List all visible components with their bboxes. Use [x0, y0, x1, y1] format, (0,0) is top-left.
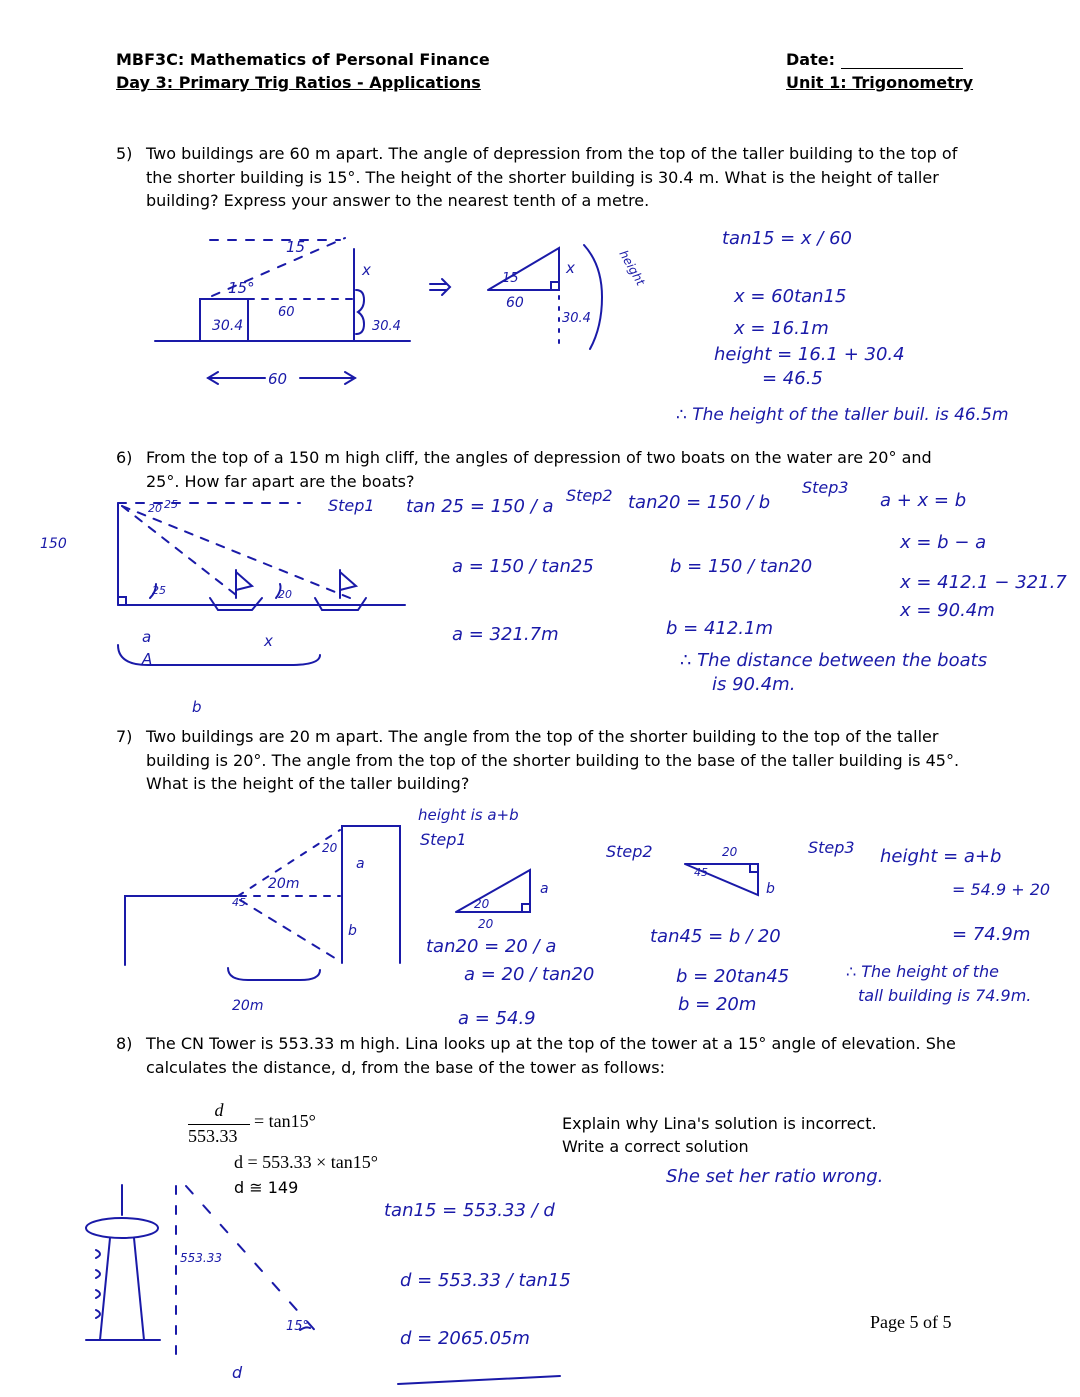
q7-step2-tri-angle: 45 — [694, 866, 708, 879]
q6-step2-line-2: b = 150 / tan20 — [670, 556, 813, 577]
q7-step2-line-1: tan45 = b / 20 — [650, 926, 781, 947]
q7-step1-line-1: tan20 = 20 / a — [426, 936, 557, 957]
q7-step1-tri-base: 20 — [478, 917, 494, 931]
q8-distance-label: d — [232, 1363, 243, 1382]
q7-angle-20: 20 — [322, 841, 338, 855]
q6-cliff-height: 150 — [40, 536, 67, 552]
q8-tower-height-label: 553.33 — [180, 1251, 222, 1265]
question-text: From the top of a 150 m high cliff, the angles of depression of two boats on the water are 20° and 25°. How far apart are the boats? — [146, 448, 932, 491]
q6-step1-label: Step1 — [328, 496, 375, 515]
q5-conclusion: ∴ The height of the taller buil. is 46.5m — [676, 405, 1009, 425]
q7-step2-line-3: b = 20m — [678, 994, 757, 1015]
q8-given-line-3: d ≅ 149 — [234, 1178, 299, 1197]
q7-note: height is a+b — [418, 806, 519, 824]
q6-step1-line-3: a = 321.7m — [452, 624, 559, 645]
q5-tri-height: 30.4 — [562, 311, 591, 326]
q5-work-line-5: = 46.5 — [762, 368, 823, 389]
q6-boat-angle-20: 20 — [278, 588, 292, 601]
question-number: 6) — [116, 448, 133, 467]
q8-explanation: She set her ratio wrong. — [666, 1166, 884, 1187]
q5-angle-short: 15° — [228, 279, 255, 297]
q6-step3-line-1: a + x = b — [880, 490, 967, 511]
q7-conclusion-line-1: ∴ The height of the — [846, 962, 999, 981]
question-text: The CN Tower is 553.33 m high. Lina looks up at the top of the tower at a 15° angle of elevation. She calculates the distance, d, from the base of the tower as follows: — [146, 1034, 956, 1077]
q7-distance-bottom: 20m — [232, 998, 264, 1014]
q5-work-line-3: x = 16.1m — [734, 318, 829, 339]
q5-tri-x: x — [566, 259, 575, 277]
q8-angle-label: 15° — [286, 1319, 310, 1334]
lesson-title: Day 3: Primary Trig Ratios - Applications — [116, 73, 481, 92]
q6-step1-line-2: a = 150 / tan25 — [452, 556, 594, 577]
question-text: Two buildings are 20 m apart. The angle from the top of the shorter building to the top of the taller building is 20°. The angle from the top of the shorter building to the base of the taller building is 45°. What is the height of the taller building? — [146, 727, 960, 793]
question-number: 7) — [116, 727, 133, 746]
q6-boat-angle-25: 25 — [152, 584, 166, 597]
course-title: MBF3C: Mathematics of Personal Finance — [116, 50, 490, 69]
q6-step3-line-3: x = 412.1 − 321.7 — [900, 572, 1067, 593]
question-number: 8) — [116, 1034, 133, 1053]
date-label: Date: — [786, 50, 835, 69]
q8-work-line-1: tan15 = 553.33 / d — [384, 1200, 555, 1221]
q7-conclusion-line-2: tall building is 74.9m. — [858, 986, 1032, 1005]
q6-top-angle-2: 25 — [164, 498, 178, 511]
page-number: Page 5 of 5 — [870, 1312, 952, 1332]
unit-title: Unit 1: Trigonometry — [786, 73, 974, 92]
q5-angle-label: 15 — [286, 238, 306, 256]
q8-given-eq: = tan15° — [254, 1111, 316, 1131]
q7-b-label: b — [348, 923, 357, 939]
q6-A-label: A — [142, 650, 153, 668]
q8-given-numerator: d — [214, 1100, 224, 1120]
q7-step3-label: Step3 — [808, 838, 855, 857]
q5-work-line-2: x = 60tan15 — [734, 286, 847, 307]
q5-short-height: 30.4 — [212, 318, 244, 334]
q5-work-line-4: height = 16.1 + 30.4 — [714, 344, 905, 365]
q7-step2-tri-base: 20 — [722, 845, 738, 859]
q6-b-label: b — [192, 698, 202, 716]
q7-step1-tri-a: a — [540, 881, 549, 897]
q7-step1-label: Step1 — [420, 830, 467, 849]
q5-tri-base: 60 — [506, 295, 524, 311]
q5-distance-label: 60 — [268, 370, 288, 388]
q7-step1-line-2: a = 20 / tan20 — [464, 964, 595, 985]
q7-step1-line-3: a = 54.9 — [458, 1008, 536, 1029]
q6-step2-line-3: b = 412.1m — [666, 618, 774, 639]
q6-step2-label: Step2 — [566, 486, 613, 505]
q5-bracket-height: 30.4 — [372, 319, 401, 334]
q7-angle-45: 45 — [232, 896, 246, 909]
q6-step3-line-4: x = 90.4m — [900, 600, 995, 621]
q5-work-line-1: tan15 = x / 60 — [722, 228, 852, 249]
question-number: 5) — [116, 144, 133, 163]
q6-step1-line-1: tan 25 = 150 / a — [406, 496, 554, 517]
q7-step2-tri-b: b — [766, 881, 775, 897]
q7-step3-line-3: = 74.9m — [952, 924, 1031, 945]
q5-height-label: height — [616, 247, 648, 288]
q7-step3-line-2: = 54.9 + 20 — [952, 880, 1051, 899]
q8-given-line-2: d = 553.33 × tan15° — [234, 1152, 378, 1172]
q6-top-angle-1: 20 — [148, 502, 162, 515]
q6-conclusion-line-2: is 90.4m. — [712, 674, 796, 695]
q8-prompt-line-2: Write a correct solution — [562, 1137, 749, 1156]
q7-step1-tri-angle: 20 — [474, 897, 490, 911]
q6-a-label: a — [142, 628, 152, 646]
q5-apart-label: 60 — [278, 305, 295, 320]
q6-step3-label: Step3 — [802, 478, 849, 497]
question-text: Two buildings are 60 m apart. The angle of depression from the top of the taller building to the top of the shorter building is 15°. The height of the shorter building is 30.4 m. What is the height of taller building? Express your answer to the nearest tenth of a metre. — [146, 144, 958, 210]
q8-prompt-line-1: Explain why Lina's solution is incorrect. — [562, 1114, 877, 1133]
q8-work-line-2: d = 553.33 / tan15 — [400, 1270, 571, 1291]
q8-work-line-3: d = 2065.05m — [400, 1328, 530, 1349]
q7-step2-label: Step2 — [606, 842, 653, 861]
q6-x-label: x — [264, 632, 273, 650]
q8-given-denominator: 553.33 — [188, 1126, 238, 1146]
q6-conclusion-line-1: ∴ The distance between the boats — [680, 650, 988, 671]
q5-tri-angle: 15 — [502, 271, 519, 286]
q5-x-label: x — [362, 261, 371, 279]
q7-step2-line-2: b = 20tan45 — [676, 966, 790, 987]
q7-distance-top: 20m — [268, 876, 300, 892]
q6-step2-line-1: tan20 = 150 / b — [628, 492, 771, 513]
q7-a-label: a — [356, 856, 365, 872]
q6-step3-line-2: x = b − a — [900, 532, 987, 553]
q7-step3-line-1: height = a+b — [880, 846, 1002, 867]
